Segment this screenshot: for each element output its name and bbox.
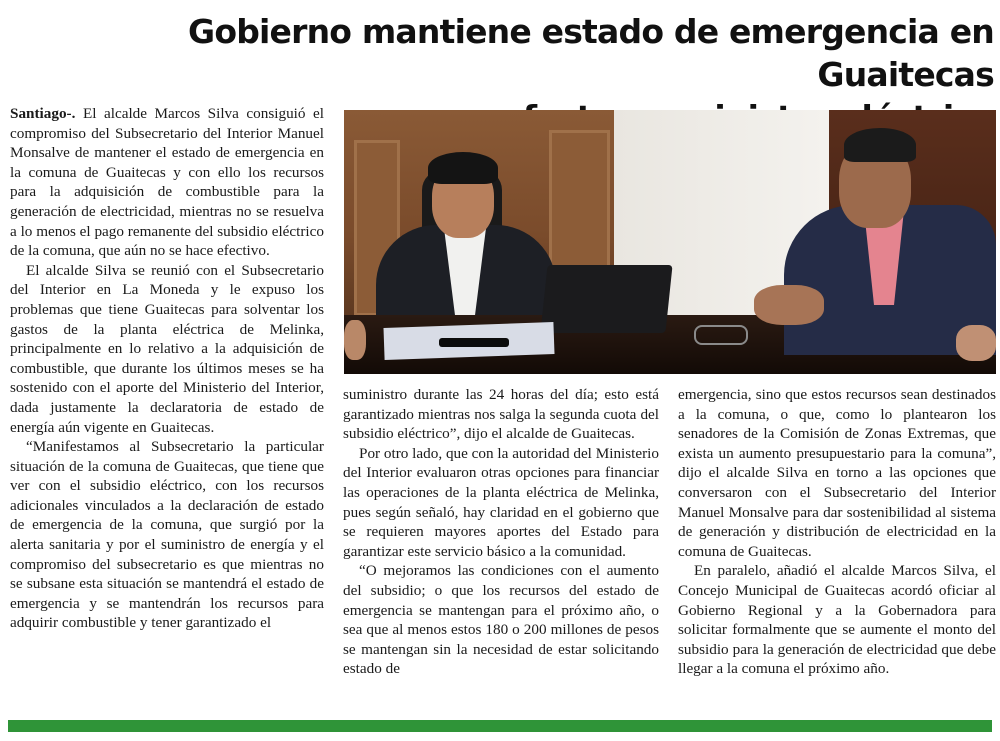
paragraph-5: Por otro lado, que con la autoridad del Ministerio del Interior evaluaron otras opciones para financiar las operaciones de la planta eléctrica de Melinka, pues según señaló, hay claridad en el gobierno que se requieren mayores aportes del Estado para garantizar este servicio básico a la comunidad. — [343, 444, 659, 560]
clasped-hands — [754, 285, 824, 325]
paragraph-1 — [10, 104, 324, 261]
paragraph-7: emergencia, sino que estos recursos sean destinados a la comuna, o que, como lo plantearon los senadores de la Comisión de Zonas Extremas, que exista un aumento presupuestario para la comuna”, dijo el alcalde Silva en torno a las opciones que conversaron con el Subsecretario del Interior Manuel Monsalve para dar sostenibilidad al sistema de generación y distribución de electricidad en la comuna de Guaitecas. — [678, 386, 996, 560]
arm-left-edge — [344, 320, 366, 360]
footer-bar — [8, 720, 992, 732]
article-column-1 — [10, 104, 324, 633]
dateline: Santiago-. — [10, 105, 76, 122]
person-left-hair — [428, 152, 498, 184]
tablet-device — [540, 265, 672, 333]
paragraph-1-text: El alcalde Marcos Silva consiguió el compromiso del Subsecretario del Interior Manuel Monsalve de mantener el estado de emergencia en la comuna de Guaitecas y con ello los recursos para la adquisición de combustible para la generación de electricidad, mientras no se resuelva a lo menos el pago remanente del subsidio eléctrico de la comuna, que aún no se hace efectivo. — [10, 105, 324, 260]
meeting-photo — [344, 110, 996, 374]
article-column-3 — [678, 385, 996, 679]
paragraph-2: El alcalde Silva se reunió con el Subsecretario del Interior en La Moneda y le expuso los problemas que tiene Guaitecas para solventar los gastos de la planta eléctrica de Melinka, principalmente en lo relativo a la adquisición de combustible, que durante los últimos meses se ha sostenido con el aporte del Ministerio del Interior, dada justamente la declaratoria de estado de energía aún vigente en Guaitecas. — [10, 261, 324, 436]
headline-line-1: Gobierno mantiene estado de emergencia en Guaitecas — [188, 12, 994, 94]
paragraph-8: En paralelo, añadió el alcalde Marcos Silva, el Concejo Municipal de Guaitecas acordó oficiar al Gobierno Regional y a la Gobernadora para solicitar formalmente que se aumente el monto del subsidio para la generación de electricidad que debe llegar a la comuna el próximo año. — [678, 562, 996, 678]
paragraph-6: “O mejoramos las condiciones con el aumento del subsidio; o que los recursos del estado de emergencia se mantengan para el próximo año, o sea que al menos estos 180 o 200 millones de pesos se mantengan sin la necesidad de estar solicitando estado de — [343, 562, 659, 678]
paragraph-4: suministro durante las 24 horas del día; esto está garantizado mientras nos salga la segunda cuota del subsidio eléctrico”, dijo el alcalde de Guaitecas. — [343, 386, 659, 443]
eyeglasses — [694, 325, 748, 345]
phone — [439, 338, 509, 347]
person-right-hair — [844, 128, 916, 162]
arm-right-edge — [956, 325, 996, 361]
paragraph-3: “Manifestamos al Subsecretario la particular situación de la comuna de Guaitecas, que tiene que ver con el subsidio eléctrico, con los recursos adicionales vinculados a la declaración de estado de emergencia de la comuna, que surgió por la alerta sanitaria y por el suministro de energía y el compromiso del subsecretario es que mientras no se subsane esta situación se mantendrá el estado de emergencia y se mantendrán los recursos para adquirir combustible y tener garantizado el — [10, 438, 324, 632]
article-column-2 — [343, 385, 659, 679]
